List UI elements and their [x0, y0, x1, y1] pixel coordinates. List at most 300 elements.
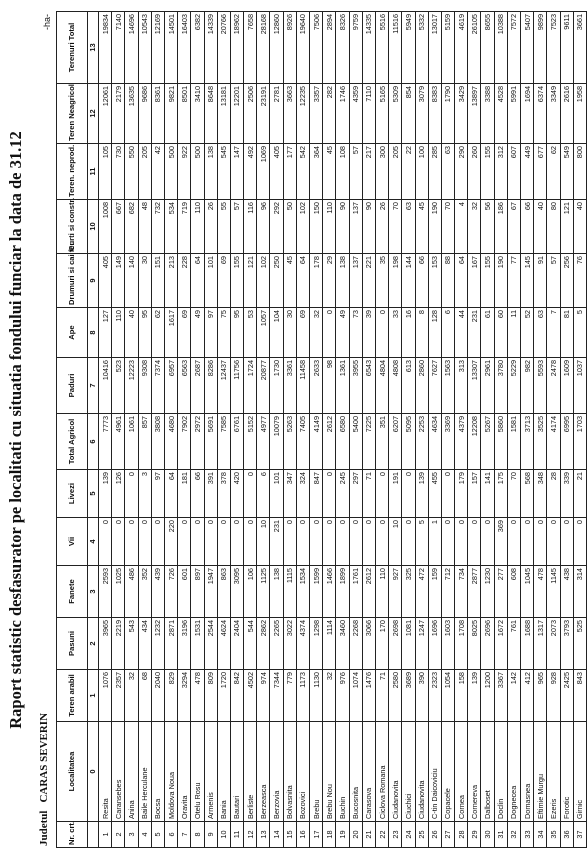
value-cell: 159: [428, 566, 441, 618]
value-cell: 369: [494, 518, 507, 566]
row-number: 26: [428, 822, 441, 848]
row-number: 35: [547, 822, 560, 848]
value-cell: 205: [138, 144, 151, 200]
value-cell: 3965: [99, 618, 112, 670]
table-row: [191, 12, 204, 848]
value-cell: 2268: [349, 618, 362, 670]
value-cell: 976: [336, 670, 349, 722]
value-cell: 12061: [99, 84, 112, 144]
value-cell: 297: [349, 470, 362, 518]
value-cell: 1074: [349, 670, 362, 722]
value-cell: 95: [230, 308, 243, 358]
locality-name: Ciudanovita: [389, 722, 402, 822]
locality-name: Copacele: [441, 722, 454, 822]
value-cell: 3780: [494, 358, 507, 414]
value-cell: 8655: [481, 12, 494, 84]
row-number: 5: [151, 822, 164, 848]
locality-name: Forotic: [560, 722, 573, 822]
value-cell: 857: [138, 414, 151, 470]
value-cell: 126: [112, 470, 125, 518]
value-cell: 545: [217, 144, 230, 200]
value-cell: 150: [310, 200, 323, 254]
value-cell: 28: [547, 470, 560, 518]
value-cell: 1617: [164, 308, 177, 358]
value-cell: 127: [99, 308, 112, 358]
value-cell: 110: [375, 566, 388, 618]
value-cell: 100: [415, 144, 428, 200]
header-row: [57, 12, 88, 848]
value-cell: 500: [191, 144, 204, 200]
value-cell: 290: [455, 144, 468, 200]
value-cell: 847: [310, 470, 323, 518]
value-cell: 0: [402, 518, 415, 566]
value-cell: 542: [296, 144, 309, 200]
value-cell: 6374: [534, 84, 547, 144]
row-number: 6: [164, 822, 177, 848]
column-header: Total Agricol: [57, 414, 88, 470]
value-cell: 1130: [310, 670, 323, 722]
value-cell: 69: [178, 308, 191, 358]
value-cell: 139: [468, 670, 481, 722]
value-cell: 4528: [494, 84, 507, 144]
column-number: 0: [88, 722, 99, 822]
value-cell: 0: [534, 518, 547, 566]
value-cell: 2961: [481, 358, 494, 414]
value-cell: 486: [125, 566, 138, 618]
value-cell: 0: [441, 470, 454, 518]
value-cell: 4502: [244, 670, 257, 722]
value-cell: 137: [349, 254, 362, 308]
column-number: 9: [88, 254, 99, 308]
value-cell: 71: [362, 470, 375, 518]
value-cell: 0: [323, 518, 336, 566]
value-cell: 149: [112, 254, 125, 308]
value-cell: 64: [455, 254, 468, 308]
value-cell: 18962: [230, 12, 243, 84]
value-cell: 2781: [270, 84, 283, 144]
value-cell: 14339: [204, 12, 217, 84]
value-cell: 95: [138, 308, 151, 358]
value-cell: 1115: [283, 566, 296, 618]
value-cell: 0: [217, 518, 230, 566]
value-cell: 3367: [494, 670, 507, 722]
value-cell: 1076: [99, 670, 112, 722]
value-cell: 1790: [441, 84, 454, 144]
value-cell: 30: [283, 308, 296, 358]
value-cell: 63: [534, 308, 547, 358]
row-number: 12: [244, 822, 257, 848]
value-cell: 601: [178, 566, 191, 618]
value-cell: 49: [336, 308, 349, 358]
value-cell: 1: [428, 518, 441, 566]
value-cell: 35: [375, 254, 388, 308]
value-cell: 730: [112, 144, 125, 200]
value-cell: 5332: [415, 12, 428, 84]
value-cell: 1899: [336, 566, 349, 618]
value-cell: 0: [296, 518, 309, 566]
value-cell: 62: [151, 308, 164, 358]
column-header: Terenuri Total: [57, 12, 88, 84]
value-cell: 3410: [191, 84, 204, 144]
value-cell: 221: [362, 254, 375, 308]
value-cell: 897: [191, 566, 204, 618]
value-cell: 3793: [560, 618, 573, 670]
county-line: [38, 713, 50, 846]
row-number: 14: [270, 822, 283, 848]
value-cell: 5593: [534, 358, 547, 414]
row-number: 16: [296, 822, 309, 848]
value-cell: 300: [375, 144, 388, 200]
locality-name: Buchin: [336, 722, 349, 822]
value-cell: 13635: [125, 84, 138, 144]
value-cell: 142: [507, 670, 520, 722]
value-cell: 158: [455, 670, 468, 722]
column-header: Vii: [57, 518, 88, 566]
value-cell: 2616: [560, 84, 573, 144]
value-cell: 23191: [257, 84, 270, 144]
value-cell: 14696: [125, 12, 138, 84]
table-row: [507, 12, 520, 848]
value-cell: 32: [310, 308, 323, 358]
value-cell: 6563: [178, 358, 191, 414]
value-cell: 1114: [323, 618, 336, 670]
table-row: [296, 12, 309, 848]
value-cell: 128: [428, 308, 441, 358]
value-cell: 3525: [534, 414, 547, 470]
value-cell: 928: [547, 670, 560, 722]
value-cell: 32: [323, 670, 336, 722]
value-cell: 101: [270, 470, 283, 518]
value-cell: 49: [191, 308, 204, 358]
locality-name: Bucosnita: [349, 722, 362, 822]
value-cell: 4634: [428, 414, 441, 470]
locality-name: Oravita: [178, 722, 191, 822]
value-cell: 1696: [428, 618, 441, 670]
value-cell: 6995: [560, 414, 573, 470]
value-cell: 45: [415, 200, 428, 254]
value-cell: 712: [441, 566, 454, 618]
row-number: 17: [310, 822, 323, 848]
value-cell: 6761: [230, 414, 243, 470]
value-cell: 90: [336, 200, 349, 254]
value-cell: 61: [481, 308, 494, 358]
value-cell: 12223: [125, 358, 138, 414]
value-cell: 8383: [428, 84, 441, 144]
column-header: Teren. neprod.: [57, 144, 88, 200]
value-cell: 0: [375, 470, 388, 518]
value-cell: 285: [428, 144, 441, 200]
value-cell: 13017: [428, 12, 441, 84]
row-number: 27: [441, 822, 454, 848]
value-cell: 8361: [151, 84, 164, 144]
value-cell: 1746: [336, 84, 349, 144]
value-cell: 492: [244, 144, 257, 200]
row-number: 4: [138, 822, 151, 848]
value-cell: 6957: [164, 358, 177, 414]
value-cell: 4624: [217, 618, 230, 670]
row-number: 7: [178, 822, 191, 848]
value-cell: 63: [402, 200, 415, 254]
value-cell: 231: [270, 518, 283, 566]
value-cell: 3663: [283, 84, 296, 144]
column-number: 12: [88, 84, 99, 144]
value-cell: 30: [138, 254, 151, 308]
column-number: 6: [88, 414, 99, 470]
value-cell: 11: [507, 308, 520, 358]
value-cell: 1730: [270, 358, 283, 414]
value-cell: 3294: [178, 670, 191, 722]
value-cell: 2972: [191, 414, 204, 470]
value-cell: 5229: [507, 358, 520, 414]
value-cell: 7344: [270, 670, 283, 722]
value-cell: 534: [164, 200, 177, 254]
locality-name: Brebu: [310, 722, 323, 822]
value-cell: 186: [494, 200, 507, 254]
locality-name: C-tin Daicoviciu: [428, 722, 441, 822]
value-cell: 0: [375, 518, 388, 566]
column-header: Teren arabil: [57, 670, 88, 722]
value-cell: 0: [349, 518, 362, 566]
value-cell: 5: [415, 518, 428, 566]
row-number: 2: [112, 822, 125, 848]
value-cell: 20877: [257, 358, 270, 414]
value-cell: 1045: [521, 566, 534, 618]
value-cell: 13897: [468, 84, 481, 144]
value-cell: 277: [494, 566, 507, 618]
county-name: CARAS SEVERIN: [38, 712, 50, 803]
value-cell: 4961: [112, 414, 125, 470]
value-cell: 97: [151, 470, 164, 518]
value-cell: 139: [99, 470, 112, 518]
value-cell: 5949: [402, 12, 415, 84]
value-cell: 1563: [441, 358, 454, 414]
value-cell: 3460: [336, 618, 349, 670]
value-cell: 179: [455, 470, 468, 518]
value-cell: 70: [441, 200, 454, 254]
locality-name: Caransebes: [112, 722, 125, 822]
value-cell: 7658: [244, 12, 257, 84]
column-number: 13: [88, 12, 99, 84]
value-cell: 19834: [99, 12, 112, 84]
value-cell: 66: [191, 470, 204, 518]
value-cell: 5095: [402, 414, 415, 470]
value-cell: 0: [468, 518, 481, 566]
value-cell: 73: [349, 308, 362, 358]
value-cell: 2698: [389, 618, 402, 670]
value-cell: 42: [151, 144, 164, 200]
table-row: [428, 12, 441, 848]
value-cell: 607: [507, 144, 520, 200]
value-cell: 102: [296, 200, 309, 254]
value-cell: 10416: [99, 358, 112, 414]
value-cell: 45: [283, 254, 296, 308]
value-cell: 12860: [270, 12, 283, 84]
column-number: 10: [88, 200, 99, 254]
value-cell: 91: [534, 254, 547, 308]
value-cell: 1599: [310, 566, 323, 618]
value-cell: 153: [428, 254, 441, 308]
value-cell: 40: [534, 200, 547, 254]
value-cell: 5991: [507, 84, 520, 144]
value-cell: 3388: [481, 84, 494, 144]
value-cell: 8326: [336, 12, 349, 84]
value-cell: 3095: [230, 566, 243, 618]
value-cell: 66: [415, 254, 428, 308]
value-cell: 28168: [257, 12, 270, 84]
value-cell: 140: [125, 254, 138, 308]
value-cell: 16: [402, 308, 415, 358]
value-cell: 2219: [112, 618, 125, 670]
value-cell: 568: [521, 470, 534, 518]
value-cell: 48: [138, 200, 151, 254]
value-cell: 0: [521, 518, 534, 566]
table-row: [323, 12, 336, 848]
column-header: Drumuri si cai fer.: [57, 254, 88, 308]
value-cell: 14335: [362, 12, 375, 84]
value-cell: 292: [270, 200, 283, 254]
value-cell: 40: [573, 200, 586, 254]
value-cell: 68: [138, 670, 151, 722]
value-cell: 4619: [455, 12, 468, 84]
table-row: [257, 12, 270, 848]
value-cell: 0: [283, 518, 296, 566]
table-row: [494, 12, 507, 848]
value-cell: 26105: [468, 12, 481, 84]
table-row: [415, 12, 428, 848]
value-cell: 1724: [244, 358, 257, 414]
value-cell: 5: [573, 308, 586, 358]
value-cell: 231: [468, 308, 481, 358]
row-number: 37: [573, 822, 586, 848]
value-cell: 4174: [547, 414, 560, 470]
value-cell: 0: [244, 518, 257, 566]
value-cell: 7773: [99, 414, 112, 470]
value-cell: 2073: [547, 618, 560, 670]
value-cell: 5407: [521, 12, 534, 84]
value-cell: 145: [521, 254, 534, 308]
value-cell: 2612: [323, 414, 336, 470]
value-cell: 8: [415, 308, 428, 358]
table-row: [244, 12, 257, 848]
value-cell: 339: [560, 470, 573, 518]
value-cell: 4804: [375, 358, 388, 414]
value-cell: 1672: [494, 618, 507, 670]
value-cell: 8286: [204, 358, 217, 414]
value-cell: 1232: [151, 618, 164, 670]
value-cell: 175: [494, 470, 507, 518]
value-cell: 0: [178, 518, 191, 566]
column-header: Fanete: [57, 566, 88, 618]
value-cell: 260: [468, 144, 481, 200]
county-label: Judetul: [38, 810, 50, 846]
value-cell: 779: [283, 670, 296, 722]
value-cell: 2357: [112, 670, 125, 722]
value-cell: 364: [310, 144, 323, 200]
value-cell: 478: [534, 566, 547, 618]
value-cell: 137: [349, 200, 362, 254]
value-cell: 14501: [164, 12, 177, 84]
table-row: [349, 12, 362, 848]
value-cell: 2425: [560, 670, 573, 722]
value-cell: 500: [164, 144, 177, 200]
table-row: [204, 12, 217, 848]
value-cell: 420: [230, 470, 243, 518]
table-row: [521, 12, 534, 848]
column-number: [88, 822, 99, 848]
value-cell: 1200: [481, 670, 494, 722]
locality-name: Dalboset: [481, 722, 494, 822]
value-cell: 0: [481, 518, 494, 566]
value-cell: 178: [310, 254, 323, 308]
value-cell: 64: [296, 254, 309, 308]
value-cell: 5309: [389, 84, 402, 144]
value-cell: 2323: [428, 670, 441, 722]
locality-name: Dognecea: [507, 722, 520, 822]
value-cell: 1761: [349, 566, 362, 618]
column-header: Nr. crt.: [57, 822, 88, 848]
value-cell: 167: [468, 254, 481, 308]
row-number: 8: [191, 822, 204, 848]
value-cell: 677: [534, 144, 547, 200]
column-header: Paduri: [57, 358, 88, 414]
value-cell: 88: [441, 254, 454, 308]
value-cell: 1720: [217, 670, 230, 722]
value-cell: 472: [415, 566, 428, 618]
value-cell: 0: [230, 518, 243, 566]
value-cell: 57: [547, 254, 560, 308]
value-cell: 449: [521, 144, 534, 200]
value-cell: 4: [455, 200, 468, 254]
value-cell: 3196: [178, 618, 191, 670]
value-cell: 21: [573, 470, 586, 518]
column-header: Curti si constr.: [57, 200, 88, 254]
value-cell: 8501: [178, 84, 191, 144]
value-cell: 732: [151, 200, 164, 254]
column-number: 1: [88, 670, 99, 722]
value-cell: 213: [164, 254, 177, 308]
value-cell: 57: [230, 200, 243, 254]
value-cell: 7225: [362, 414, 375, 470]
row-number: 1: [99, 822, 112, 848]
value-cell: 67: [507, 200, 520, 254]
value-cell: 843: [573, 670, 586, 722]
value-cell: 29: [323, 254, 336, 308]
value-cell: 1069: [257, 144, 270, 200]
value-cell: 250: [270, 254, 283, 308]
value-cell: 1037: [573, 358, 586, 414]
value-cell: 256: [560, 254, 573, 308]
value-cell: 98: [323, 358, 336, 414]
value-cell: 7506: [310, 12, 323, 84]
value-cell: 5516: [375, 12, 388, 84]
value-cell: 5860: [494, 414, 507, 470]
row-number: 33: [521, 822, 534, 848]
value-cell: 1703: [573, 414, 586, 470]
table-row: [125, 12, 138, 848]
locality-name: Berzeasca: [257, 722, 270, 822]
table-row: [573, 12, 586, 848]
value-cell: 0: [362, 518, 375, 566]
row-number: 9: [204, 822, 217, 848]
row-number: 30: [481, 822, 494, 848]
value-cell: 282: [323, 84, 336, 144]
value-cell: 110: [191, 200, 204, 254]
table-row: [164, 12, 177, 848]
value-cell: 3808: [151, 414, 164, 470]
value-cell: 922: [178, 144, 191, 200]
value-cell: 3689: [402, 670, 415, 722]
value-cell: 170: [375, 618, 388, 670]
